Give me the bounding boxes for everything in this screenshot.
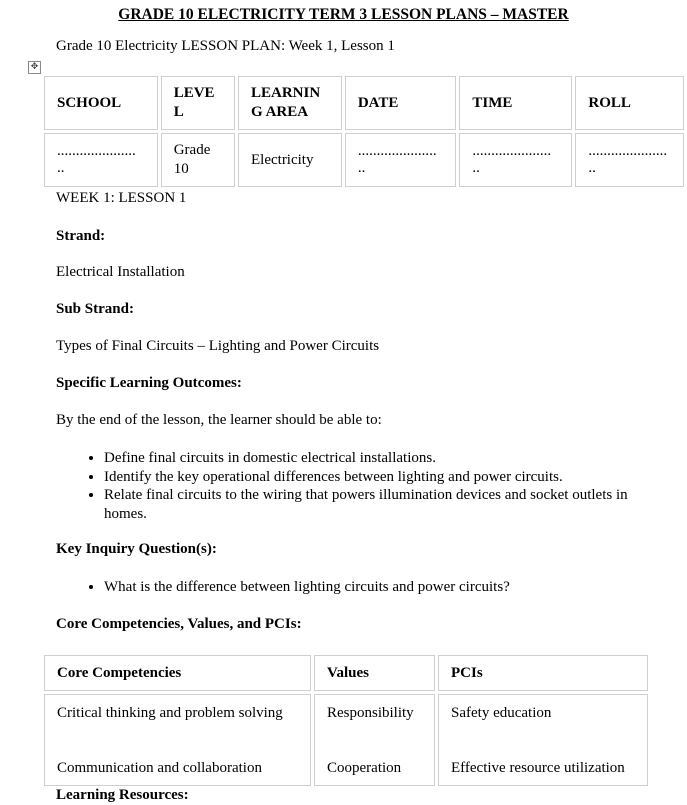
pci-item: Safety education bbox=[451, 705, 552, 721]
sub-strand-heading: Sub Strand: bbox=[56, 301, 134, 317]
core-competencies-heading: Core Competencies, Values, and PCIs: bbox=[56, 616, 302, 632]
learning-resources-heading: Learning Resources: bbox=[56, 787, 189, 803]
header-table-header-row bbox=[44, 76, 684, 130]
header-cell-date[interactable]: DATE bbox=[345, 76, 457, 130]
learning-area-value-cell[interactable]: Electricity bbox=[238, 133, 342, 187]
slo-intro-text: By the end of the lesson, the learner should be able to: bbox=[56, 412, 382, 428]
time-value-cell[interactable]: ..................... .. bbox=[459, 133, 572, 187]
values-header-cell[interactable]: Values bbox=[314, 655, 435, 691]
school-value-cell[interactable]: ..................... .. bbox=[44, 133, 158, 187]
document-title: GRADE 10 ELECTRICITY TERM 3 LESSON PLANS – MASTER bbox=[118, 6, 569, 23]
strand-text: Electrical Installation bbox=[56, 264, 185, 280]
value-item: Cooperation bbox=[327, 760, 402, 776]
header-table-data-row bbox=[44, 133, 684, 187]
competency-item: Critical thinking and problem solving bbox=[57, 705, 283, 721]
list-item: • What is the difference between lighting circuits and power circuits? bbox=[104, 578, 674, 597]
list-item: • Relate final circuits to the wiring that powers illumination devices and socket outlets in homes. bbox=[104, 486, 674, 523]
lesson-header-table bbox=[41, 73, 687, 190]
competencies-cell[interactable] bbox=[44, 694, 311, 786]
lesson-plan-subtitle: Grade 10 Electricity LESSON PLAN: Week 1, Lesson 1 bbox=[56, 38, 395, 54]
header-cell-school[interactable]: SCHOOL bbox=[44, 76, 158, 130]
roll-value-cell[interactable]: ..................... .. bbox=[575, 133, 684, 187]
pcis-cell[interactable] bbox=[438, 694, 648, 786]
competencies-table-header-row bbox=[44, 655, 648, 691]
pcis-header-cell[interactable]: PCIs bbox=[438, 655, 648, 691]
competencies-table-body-row bbox=[44, 694, 648, 786]
header-cell-level[interactable]: LEVE L bbox=[161, 76, 235, 130]
values-cell[interactable] bbox=[314, 694, 435, 786]
header-cell-time[interactable]: TIME bbox=[459, 76, 572, 130]
table-move-handle-icon[interactable]: ✥ bbox=[28, 61, 41, 74]
slo-list bbox=[56, 449, 674, 523]
value-item: Responsibility bbox=[327, 705, 414, 721]
header-cell-learning-area[interactable]: LEARNIN G AREA bbox=[238, 76, 342, 130]
level-value-cell[interactable]: Grade 10 bbox=[161, 133, 235, 187]
pci-item: Effective resource utilization bbox=[451, 760, 625, 776]
specific-learning-outcomes-heading: Specific Learning Outcomes: bbox=[56, 375, 242, 391]
competency-item: Communication and collaboration bbox=[57, 760, 262, 776]
competencies-header-cell[interactable]: Core Competencies bbox=[44, 655, 311, 691]
competencies-table bbox=[41, 652, 651, 789]
header-cell-roll[interactable]: ROLL bbox=[575, 76, 684, 130]
sub-strand-text: Types of Final Circuits – Lighting and Power Circuits bbox=[56, 338, 380, 354]
week-label: WEEK 1: LESSON 1 bbox=[56, 190, 187, 206]
strand-heading: Strand: bbox=[56, 228, 106, 244]
kiq-list bbox=[56, 578, 674, 597]
list-item: • Identify the key operational differences between lighting and power circuits. bbox=[104, 468, 674, 487]
list-item: • Define final circuits in domestic electrical installations. bbox=[104, 449, 674, 468]
date-value-cell[interactable]: ..................... .. bbox=[345, 133, 457, 187]
key-inquiry-heading: Key Inquiry Question(s): bbox=[56, 541, 217, 557]
